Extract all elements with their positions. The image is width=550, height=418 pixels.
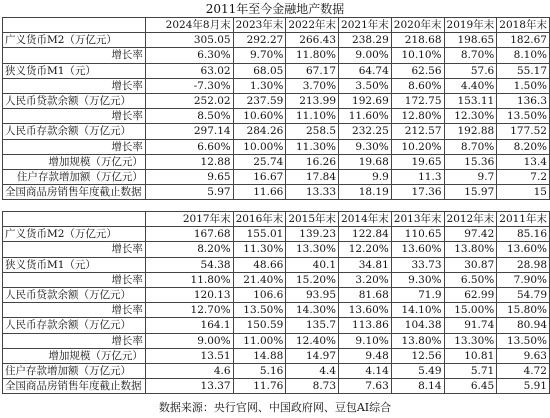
value-cell: 7.63: [339, 379, 392, 394]
table-row: [3, 379, 550, 394]
value-cell: 13.4: [497, 154, 550, 169]
table-row: [3, 78, 550, 93]
column-header: 2012年末: [444, 212, 497, 227]
corner-cell: [3, 212, 146, 227]
value-cell: 9.48: [339, 348, 392, 363]
row-label: 增长率: [3, 272, 146, 287]
value-cell: 15: [497, 185, 550, 200]
column-header: 2013年末: [391, 212, 444, 227]
value-cell: 54.79: [497, 288, 550, 303]
value-cell: 13.50%: [497, 333, 550, 348]
value-cell: 9.30%: [339, 139, 392, 154]
value-cell: 238.29: [339, 33, 392, 48]
value-cell: 11.30%: [286, 139, 339, 154]
value-cell: 25.74: [233, 154, 286, 169]
value-cell: 12.20%: [339, 242, 392, 257]
value-cell: 8.50%: [145, 109, 233, 124]
value-cell: 4.14: [339, 364, 392, 379]
value-cell: 10.00%: [233, 139, 286, 154]
value-cell: 80.94: [497, 318, 550, 333]
value-cell: 63.02: [145, 63, 233, 78]
row-label: 广义货币M2（万亿元）: [3, 227, 146, 242]
row-label: 狭义货币M1（元）: [3, 63, 146, 78]
value-cell: 153.11: [444, 94, 497, 109]
value-cell: 15.36: [444, 154, 497, 169]
value-cell: 8.20%: [497, 139, 550, 154]
value-cell: 7.90%: [497, 272, 550, 287]
row-label: 增加规模（万亿元）: [3, 348, 146, 363]
value-cell: 4.6: [145, 364, 233, 379]
value-cell: 33.73: [391, 257, 444, 272]
value-cell: 8.14: [391, 379, 444, 394]
value-cell: 106.6: [233, 288, 286, 303]
value-cell: 40.1: [286, 257, 339, 272]
row-label: 人民币贷款余额（万亿元）: [3, 288, 146, 303]
table-row: [3, 139, 550, 154]
value-cell: 15.20%: [286, 272, 339, 287]
value-cell: 16.67: [233, 170, 286, 185]
value-cell: 93.95: [286, 288, 339, 303]
value-cell: 12.80%: [391, 109, 444, 124]
value-cell: 11.80%: [145, 272, 233, 287]
value-cell: 297.14: [145, 124, 233, 139]
row-label: 人民币存款余额（万亿元）: [3, 318, 146, 333]
value-cell: 4.4: [286, 364, 339, 379]
value-cell: -7.30%: [145, 78, 233, 93]
value-cell: 54.38: [145, 257, 233, 272]
value-cell: 12.40%: [286, 333, 339, 348]
value-cell: 172.75: [391, 94, 444, 109]
table-row: [3, 348, 550, 363]
value-cell: 9.70%: [233, 48, 286, 63]
value-cell: 136.3: [497, 94, 550, 109]
table-row: [3, 109, 550, 124]
value-cell: 155.01: [233, 227, 286, 242]
value-cell: 11.10%: [286, 109, 339, 124]
value-cell: 9.00%: [145, 333, 233, 348]
value-cell: 177.52: [497, 124, 550, 139]
table-row: [3, 63, 550, 78]
row-label: 增长率: [3, 78, 146, 93]
row-label: 增加规模（万亿元）: [3, 154, 146, 169]
value-cell: 9.7: [444, 170, 497, 185]
value-cell: 8.60%: [391, 78, 444, 93]
value-cell: 167.68: [145, 227, 233, 242]
value-cell: 305.05: [145, 33, 233, 48]
value-cell: 14.30%: [286, 303, 339, 318]
value-cell: 13.50%: [497, 109, 550, 124]
table-row: [3, 94, 550, 109]
value-cell: 15.97: [444, 185, 497, 200]
value-cell: 34.81: [339, 257, 392, 272]
value-cell: 13.51: [145, 348, 233, 363]
value-cell: 18.19: [339, 185, 392, 200]
value-cell: 3.50%: [339, 78, 392, 93]
row-label: 增长率: [3, 242, 146, 257]
value-cell: 113.86: [339, 318, 392, 333]
value-cell: 150.59: [233, 318, 286, 333]
value-cell: 8.70%: [444, 139, 497, 154]
value-cell: 135.7: [286, 318, 339, 333]
table-row: [3, 257, 550, 272]
value-cell: 13.50%: [233, 303, 286, 318]
value-cell: 13.80%: [444, 242, 497, 257]
value-cell: 12.56: [391, 348, 444, 363]
column-header: 2020年末: [391, 18, 444, 33]
value-cell: 62.56: [391, 63, 444, 78]
table-row: [3, 288, 550, 303]
value-cell: 67.17: [286, 63, 339, 78]
row-label: 增长率: [3, 48, 146, 63]
column-header: 2017年末: [145, 212, 233, 227]
table-row: [3, 154, 550, 169]
value-cell: 11.30%: [233, 242, 286, 257]
data-table-2018-2024: [2, 17, 550, 200]
column-header: 2023年末: [233, 18, 286, 33]
value-cell: 5.49: [391, 364, 444, 379]
column-header: 2016年末: [233, 212, 286, 227]
value-cell: 1.50%: [497, 78, 550, 93]
value-cell: 11.60%: [339, 109, 392, 124]
row-label: 增长率: [3, 139, 146, 154]
table-row: [3, 272, 550, 287]
table-row: [3, 170, 550, 185]
value-cell: 266.43: [286, 33, 339, 48]
value-cell: 9.30%: [391, 272, 444, 287]
value-cell: 10.10%: [391, 48, 444, 63]
value-cell: 57.6: [444, 63, 497, 78]
value-cell: 6.45: [444, 379, 497, 394]
value-cell: 5.16: [233, 364, 286, 379]
value-cell: 8.10%: [497, 48, 550, 63]
value-cell: 64.74: [339, 63, 392, 78]
row-label: 增长率: [3, 333, 146, 348]
value-cell: 68.05: [233, 63, 286, 78]
row-label: 人民币贷款余额（万亿元）: [3, 94, 146, 109]
value-cell: 11.3: [391, 170, 444, 185]
source-note: 数据来源：央行官网、中国政府网、豆包AI综合: [158, 401, 392, 414]
value-cell: 12.30%: [444, 109, 497, 124]
table-row: [3, 333, 550, 348]
row-label: 增长率: [3, 109, 146, 124]
value-cell: 252.02: [145, 94, 233, 109]
row-label: 增长率: [3, 303, 146, 318]
value-cell: 81.68: [339, 288, 392, 303]
value-cell: 110.65: [391, 227, 444, 242]
value-cell: 3.70%: [286, 78, 339, 93]
value-cell: 13.60%: [391, 242, 444, 257]
value-cell: 14.97: [286, 348, 339, 363]
value-cell: 218.68: [391, 33, 444, 48]
column-header: 2011年末: [497, 212, 550, 227]
value-cell: 139.23: [286, 227, 339, 242]
value-cell: 55.17: [497, 63, 550, 78]
value-cell: 232.25: [339, 124, 392, 139]
table-row: [3, 185, 550, 200]
table-row: [3, 124, 550, 139]
column-header: 2019年末: [444, 18, 497, 33]
value-cell: 62.99: [444, 288, 497, 303]
value-cell: 12.70%: [145, 303, 233, 318]
value-cell: 19.68: [339, 154, 392, 169]
value-cell: 13.60%: [339, 303, 392, 318]
value-cell: 10.81: [444, 348, 497, 363]
value-cell: 120.13: [145, 288, 233, 303]
column-header: 2015年末: [286, 212, 339, 227]
value-cell: 13.30%: [286, 242, 339, 257]
value-cell: 9.00%: [339, 48, 392, 63]
value-cell: 8.70%: [444, 48, 497, 63]
value-cell: 13.37: [145, 379, 233, 394]
value-cell: 4.72: [497, 364, 550, 379]
table-row: [3, 303, 550, 318]
value-cell: 5.71: [444, 364, 497, 379]
value-cell: 11.80%: [286, 48, 339, 63]
row-label: 全国商品房销售年度截止数据: [3, 185, 146, 200]
value-cell: 5.91: [497, 379, 550, 394]
data-table-2011-2017: [2, 211, 550, 394]
value-cell: 19.65: [391, 154, 444, 169]
value-cell: 12.88: [145, 154, 233, 169]
value-cell: 212.57: [391, 124, 444, 139]
value-cell: 8.20%: [145, 242, 233, 257]
value-cell: 28.98: [497, 257, 550, 272]
value-cell: 6.60%: [145, 139, 233, 154]
table-row: [3, 227, 550, 242]
value-cell: 9.65: [145, 170, 233, 185]
value-cell: 5.97: [145, 185, 233, 200]
value-cell: 14.88: [233, 348, 286, 363]
value-cell: 13.60%: [497, 242, 550, 257]
value-cell: 11.00%: [233, 333, 286, 348]
value-cell: 97.42: [444, 227, 497, 242]
column-header: 2021年末: [339, 18, 392, 33]
value-cell: 8.73: [286, 379, 339, 394]
value-cell: 4.40%: [444, 78, 497, 93]
header-row: [3, 212, 550, 227]
column-header: 2014年末: [339, 212, 392, 227]
value-cell: 6.50%: [444, 272, 497, 287]
value-cell: 122.84: [339, 227, 392, 242]
header-row: [3, 18, 550, 33]
corner-cell: [3, 18, 146, 33]
value-cell: 213.99: [286, 94, 339, 109]
value-cell: 9.10%: [339, 333, 392, 348]
value-cell: 6.30%: [145, 48, 233, 63]
value-cell: 9.63: [497, 348, 550, 363]
value-cell: 7.2: [497, 170, 550, 185]
value-cell: 198.65: [444, 33, 497, 48]
value-cell: 3.20%: [339, 272, 392, 287]
row-label: 全国商品房销售年度截止数据: [3, 379, 146, 394]
value-cell: 182.67: [497, 33, 550, 48]
table-row: [3, 242, 550, 257]
value-cell: 11.66: [233, 185, 286, 200]
value-cell: 1.30%: [233, 78, 286, 93]
value-cell: 9.9: [339, 170, 392, 185]
table-row: [3, 318, 550, 333]
row-label: 住户存款增加额（万亿元）: [3, 170, 146, 185]
row-label: 狭义货币M1（元）: [3, 257, 146, 272]
table-row: [3, 48, 550, 63]
value-cell: 237.59: [233, 94, 286, 109]
column-header: 2018年末: [497, 18, 550, 33]
value-cell: 258.5: [286, 124, 339, 139]
column-header: 2024年8月末: [145, 18, 233, 33]
value-cell: 292.27: [233, 33, 286, 48]
value-cell: 48.66: [233, 257, 286, 272]
row-label: 住户存款增加额（万亿元）: [3, 364, 146, 379]
value-cell: 15.00%: [444, 303, 497, 318]
value-cell: 10.20%: [391, 139, 444, 154]
value-cell: 91.74: [444, 318, 497, 333]
page-title: 2011年至今金融地产数据: [205, 2, 345, 16]
table-row: [3, 364, 550, 379]
value-cell: 284.26: [233, 124, 286, 139]
value-cell: 192.69: [339, 94, 392, 109]
value-cell: 17.84: [286, 170, 339, 185]
value-cell: 14.10%: [391, 303, 444, 318]
table-row: [3, 33, 550, 48]
value-cell: 11.76: [233, 379, 286, 394]
value-cell: 30.87: [444, 257, 497, 272]
column-header: 2022年末: [286, 18, 339, 33]
value-cell: 85.16: [497, 227, 550, 242]
value-cell: 192.88: [444, 124, 497, 139]
row-label: 广义货币M2（万亿元）: [3, 33, 146, 48]
value-cell: 13.33: [286, 185, 339, 200]
value-cell: 13.80%: [391, 333, 444, 348]
row-label: 人民币存款余额（万亿元）: [3, 124, 146, 139]
value-cell: 104.38: [391, 318, 444, 333]
value-cell: 164.1: [145, 318, 233, 333]
value-cell: 21.40%: [233, 272, 286, 287]
value-cell: 15.80%: [497, 303, 550, 318]
value-cell: 71.9: [391, 288, 444, 303]
value-cell: 13.30%: [444, 333, 497, 348]
value-cell: 10.60%: [233, 109, 286, 124]
value-cell: 17.36: [391, 185, 444, 200]
value-cell: 16.26: [286, 154, 339, 169]
